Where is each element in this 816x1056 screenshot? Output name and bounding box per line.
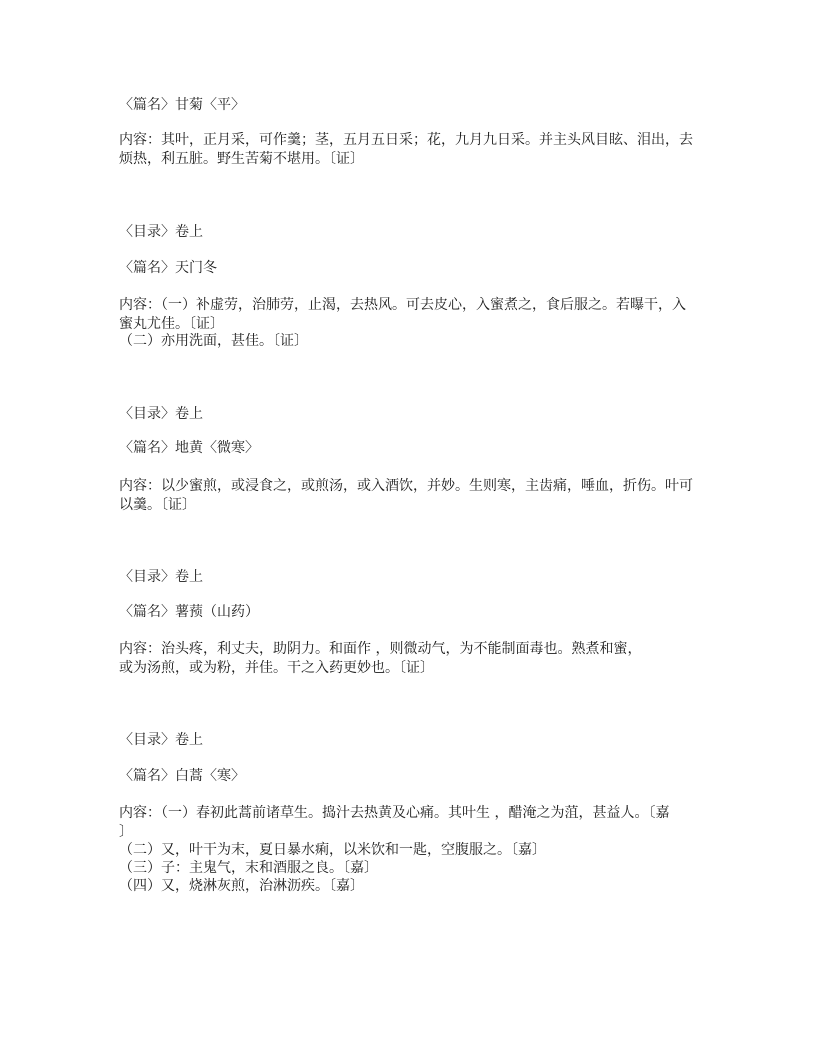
entry-catalog: 〈目录〉卷上 (119, 569, 203, 585)
entry-content-line: 内容：以少蜜煎，或浸食之，或煎汤，或入酒饮，并妙。生则寒，主齿痛，唾血，折伤。叶可 (119, 478, 693, 494)
entry-content-line: （四）又，烧淋灰煎，治淋沥疾。〔嘉〕 (119, 878, 364, 894)
entry-content-line: 或为汤煎，或为粉，并佳。干之入药更妙也。〔证〕 (119, 660, 434, 676)
entry-content-line: 内容：治头疼，利丈夫，助阴力。和面作 ，则微动气，为不能制面毒也。熟煮和蜜， (119, 641, 642, 657)
entry-title: 〈篇名〉天门冬 (119, 260, 217, 276)
entry-content-line: 以羹。〔证〕 (119, 497, 196, 513)
entry-catalog: 〈目录〉卷上 (119, 732, 203, 748)
entry-content-line: 蜜丸尤佳。〔证〕 (119, 316, 224, 332)
entry-content-line: 内容：其叶，正月采，可作羹；茎，五月五日采；花，九月九日采。并主头风目眩、泪出，去 (119, 132, 693, 148)
entry-content-line: 〕 (119, 824, 133, 840)
entry-catalog: 〈目录〉卷上 (119, 406, 203, 422)
entry-title: 〈篇名〉薯蓣（山药） (119, 604, 259, 620)
entry-title: 〈篇名〉白蒿〈寒〉 (119, 768, 245, 784)
entry-content-line: （三）子：主鬼气，末和酒服之良。〔嘉〕 (119, 860, 378, 876)
entry-title: 〈篇名〉地黄〈微寒〉 (119, 440, 259, 456)
entry-content-line: 内容：（一）春初此蒿前诸草生。捣汁去热黄及心痛。其叶生 ，醋淹之为菹，甚益人。〔嘉 (119, 805, 670, 821)
entry-content-line: （二）又，叶干为末，夏日暴水痢，以米饮和一匙，空腹服之。〔嘉〕 (119, 842, 546, 858)
entry-content-line: 内容：（一）补虚劳，治肺劳，止渴，去热风。可去皮心，入蜜煮之，食后服之。若曝干，入 (119, 297, 686, 313)
entry-catalog: 〈目录〉卷上 (119, 224, 203, 240)
entry-content-line: 烦热，利五脏。野生苦菊不堪用。〔证〕 (119, 151, 364, 167)
entry-title: 〈篇名〉甘菊〈平〉 (119, 97, 245, 113)
entry-content-line: （二）亦用洗面，甚佳。〔证〕 (119, 333, 308, 349)
